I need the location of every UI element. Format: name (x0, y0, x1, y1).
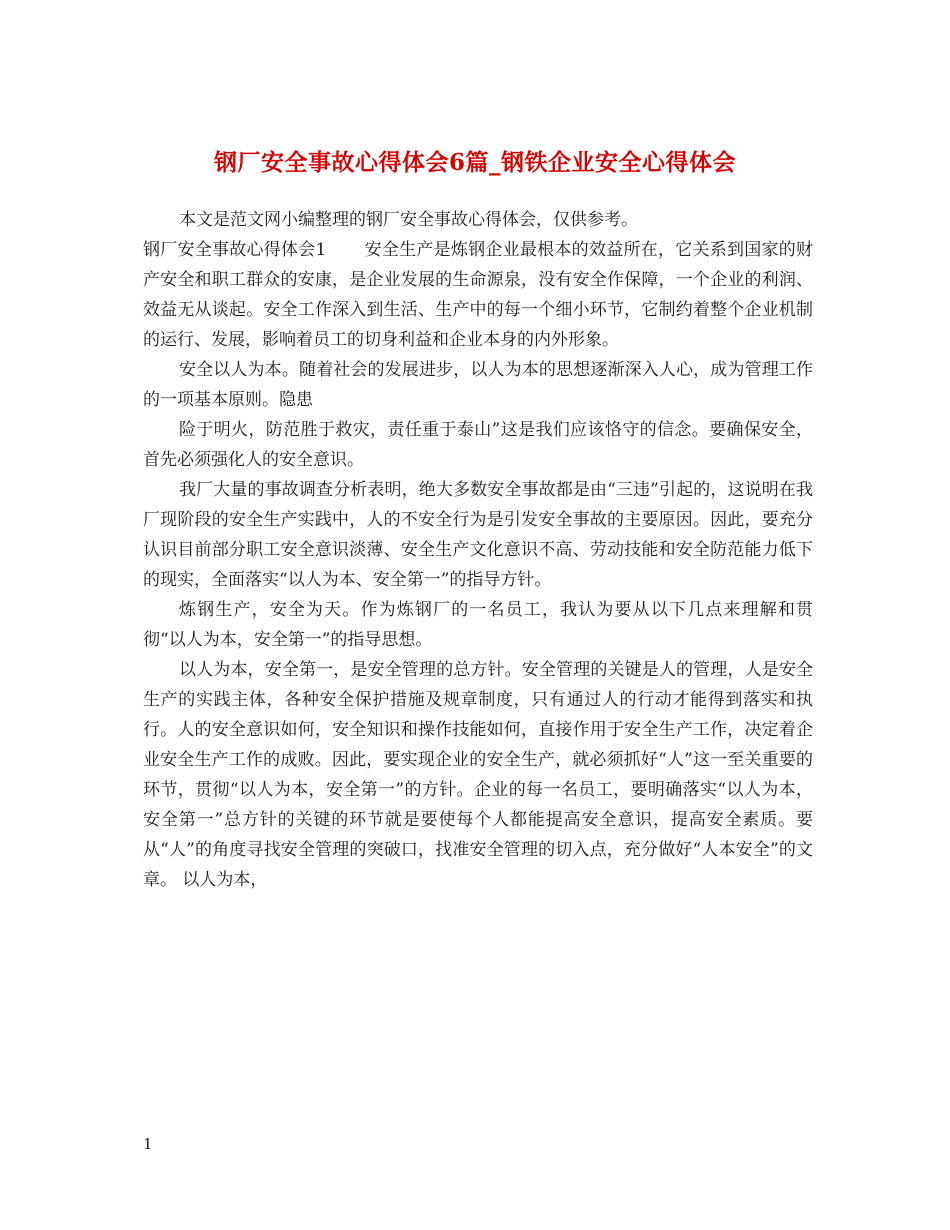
body-paragraph: 安全以人为本。随着社会的发展进步，以人为本的思想逐渐深入人心，成为管理工作的一项基本原则。隐患 (143, 360, 813, 410)
document-body (143, 205, 813, 895)
body-paragraph: 炼钢生产，安全为天。作为炼钢厂的一名员工，我认为要从以下几点来理解和贯彻“以人为本，安全第一”的指导思想。 (143, 600, 813, 650)
section-heading: 钢厂安全事故心得体会1 (143, 240, 327, 260)
intro-paragraph: 本文是范文网小编整理的钢厂安全事故心得体会，仅供参考。 (179, 210, 638, 230)
section-first-paragraph (143, 235, 813, 355)
body-paragraph: 险于明火，防范胜于救灾，责任重于泰山”这是我们应该恪守的信念。要确保安全，首先必须强化人的安全意识。 (143, 420, 813, 470)
paragraph-text: 安全生产是炼钢企业最根本的效益所在，它关系到国家的财产安全和职工群众的安康，是企业发展的生命源泉，没有安全作保障，一个企业的利润、效益无从谈起。安全工作深入到生活、生产中的每一个细小环节，它制约着整个企业机制的运行、发展，影响着员工的切身利益和企业本身的内外形象。 (143, 240, 813, 350)
page-number: 1 (143, 1135, 153, 1153)
body-paragraph: 以人为本，安全第一，是安全管理的总方针。安全管理的关键是人的管理，人是安全生产的实践主体，各种安全保护措施及规章制度，只有通过人的行动才能得到落实和执行。人的安全意识如何，安全知识和操作技能如何，直接作用于安全生产工作，决定着企业安全生产工作的成败。因此，要实现企业的安全生产，就必须抓好“人”这一至关重要的环节，贯彻“以人为本，安全第一”的方针。企业的每一名员工，要明确落实“以人为本，安全第一”总方针的关键的环节就是要使每个人都能提高安全意识，提高安全素质。要从“人”的角度寻找安全管理的突破口，找准安全管理的切入点，充分做好“人本安全”的文章。 以人为本， (143, 660, 813, 890)
document-title: 钢厂安全事故心得体会6篇_钢铁企业安全心得体会 (213, 149, 736, 177)
body-paragraph: 我厂大量的事故调查分析表明，绝大多数安全事故都是由“三违”引起的，这说明在我厂现阶段的安全生产实践中，人的不安全行为是引发安全事故的主要原因。因此，要充分认识目前部分职工安全意识淡薄、安全生产文化意识不高、劳动技能和安全防范能力低下的现实，全面落实“以人为本、安全第一”的指导方针。 (143, 480, 813, 590)
